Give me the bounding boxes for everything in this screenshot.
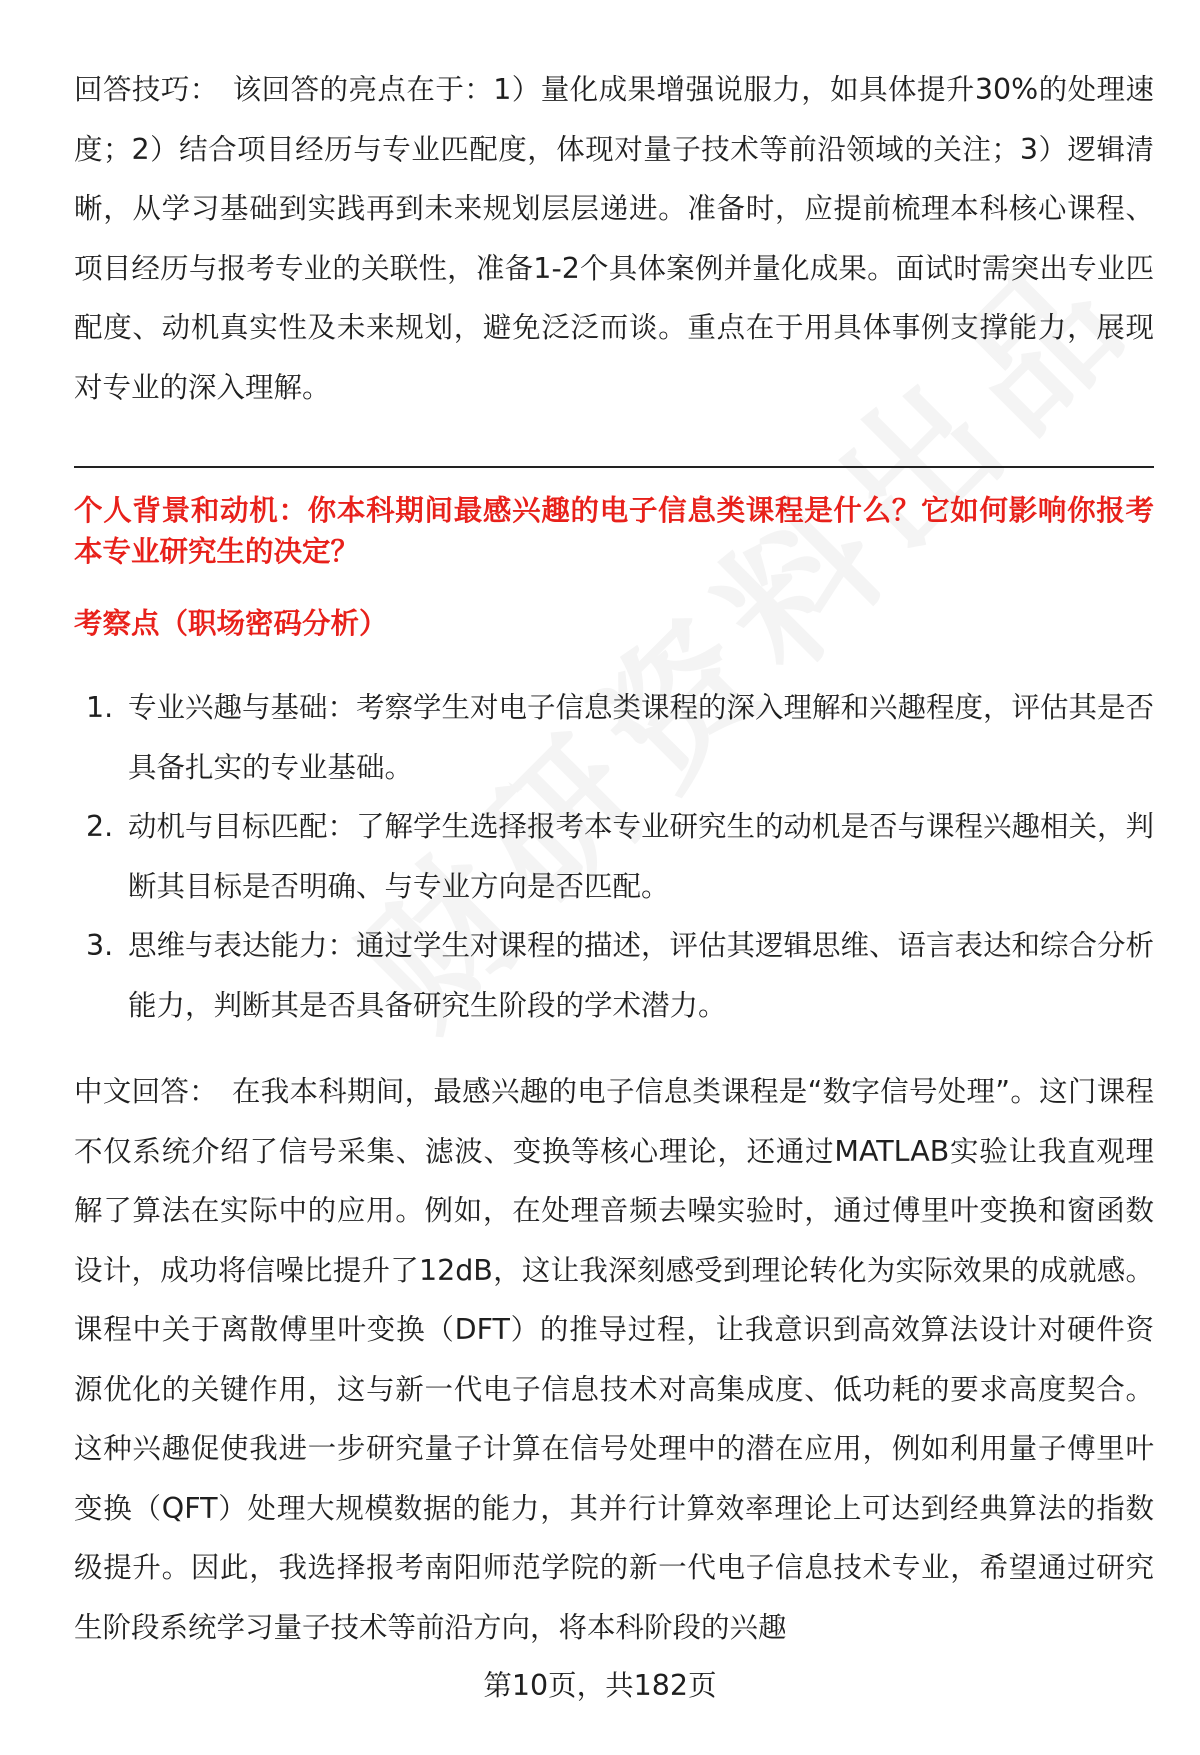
list-item-text: 动机与目标匹配：了解学生选择报考本专业研究生的动机是否与课程兴趣相关，判断其目标是否明确、与专业方向是否匹配。 [128, 810, 1155, 903]
section-divider [74, 466, 1154, 468]
assessment-points-list [74, 678, 1154, 1035]
chinese-answer-paragraph [74, 1062, 1154, 1657]
answer-tips-paragraph [74, 60, 1154, 417]
list-item [74, 916, 1154, 1035]
list-item-number: 3. [86, 929, 114, 962]
list-item-text: 思维与表达能力：通过学生对课程的描述，评估其逻辑思维、语言表达和综合分析能力，判断其是否具备研究生阶段的学术潜力。 [128, 929, 1155, 1022]
assessment-points-title: 考察点（职场密码分析） [74, 607, 388, 640]
chinese-answer-text: 在我本科期间，最感兴趣的电子信息类课程是“数字信号处理”。这门课程不仅系统介绍了信号采集、滤波、变换等核心理论，还通过MATLAB实验让我直观理解了算法在实际中的应用。例如，在处理音频去噪实验时，通过傅里叶变换和窗函数设计，成功将信噪比提升了12dB，这让我深刻感受到理论转化为实际效果的成就感。课程中关于离散傅里叶变换（DFT）的推导过程，让我意识到高效算法设计对硬件资源优化的关键作用，这与新一代电子信息技术对高集成度、低功耗的要求高度契合。这种兴趣促使我进一步研究量子计算在信号处理中的潜在应用，例如利用量子傅里叶变换（QFT）处理大规模数据的能力，其并行计算效率理论上可达到经典算法的指数级提升。因此，我选择报考南阳师范学院的新一代电子信息技术专业，希望通过研究生阶段系统学习量子技术等前沿方向，将本科阶段的兴趣 [74, 1075, 1154, 1644]
interview-question: 个人背景和动机：你本科期间最感兴趣的电子信息类课程是什么？它如何影响你报考本专业研究生的决定？ [74, 494, 1154, 568]
list-item [74, 797, 1154, 916]
answer-tips-text: 该回答的亮点在于：1）量化成果增强说服力，如具体提升30%的处理速度；2）结合项目经历与专业匹配度，体现对量子技术等前沿领域的关注；3）逻辑清晰，从学习基础到实践再到未来规划层层递进。准备时，应提前梳理本科核心课程、项目经历与报考专业的关联性，准备1-2个具体案例并量化成果。面试时需突出专业匹配度、动机真实性及未来规划，避免泛泛而谈。重点在于用具体事例支撑能力，展现对专业的深入理解。 [74, 73, 1154, 404]
list-item-number: 1. [86, 691, 114, 724]
chinese-answer-label: 中文回答： [74, 1075, 218, 1108]
page-number-footer: 第10页，共182页 [483, 1669, 717, 1702]
list-item [74, 678, 1154, 797]
list-item-number: 2. [86, 810, 114, 843]
answer-tips-label: 回答技巧： [74, 73, 219, 106]
list-item-text: 专业兴趣与基础：考察学生对电子信息类课程的深入理解和兴趣程度，评估其是否具备扎实的专业基础。 [128, 691, 1155, 784]
